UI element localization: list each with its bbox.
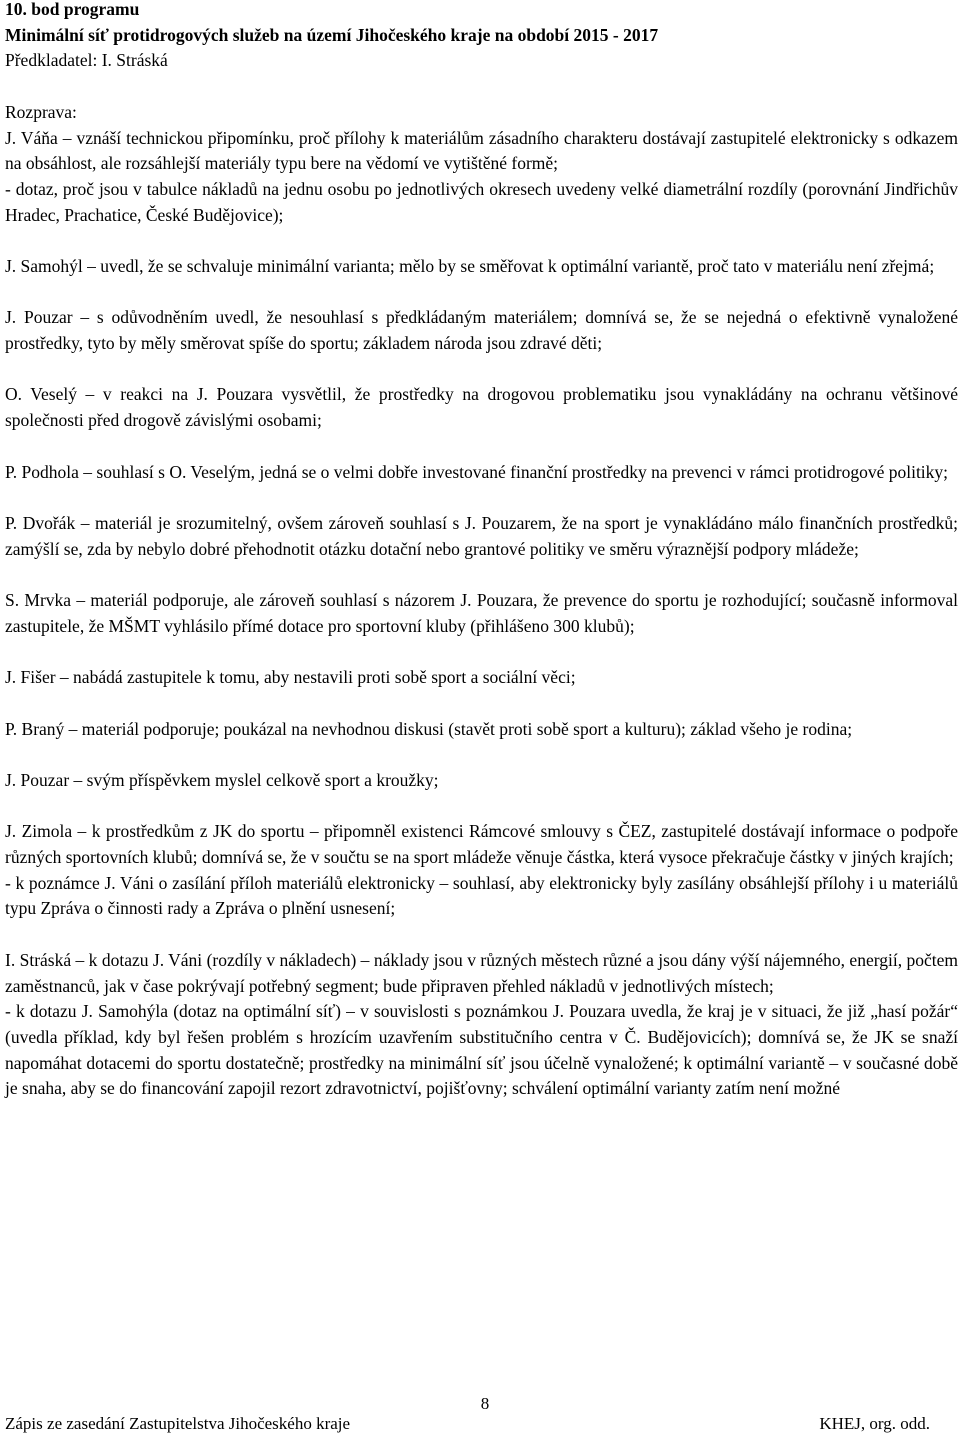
presenter-line: Předkladatel: I. Stráská (5, 50, 168, 71)
discussion-subparagraph: - k dotazu J. Samohýla (dotaz na optimální síť) – v souvislosti s poznámkou J. Pouzara uvedla, že kraj je v situaci, že již „hasí požár“ (uvedla příklad, kdy byl řešen problém s hrozícím uzavřením substitučního centra v Č. Budějovicích); domnívá se, že JK se snaží napomáhat dotacemi do sportu dostatečně; prostředky na minimální síť jsou účelně vynaložené; k optimální variantě – v současné době je snaha, aby se do financování zapojil rezort zdravotnictví, pojišťovny; schválení optimální varianty zatím není možné (5, 1001, 958, 1099)
document-page (5, 0, 958, 1102)
discussion-paragraph: S. Mrvka – materiál podporuje, ale zároveň souhlasí s názorem J. Pouzara, že prevence do sportu je rozhodující; současně informoval zastupitele, že MŠMT vyhlásilo přímé dotace pro sportovní kluby (přihlášeno 300 klubů); (5, 590, 958, 636)
discussion-paragraph: J. Váňa – vznáší technickou připomínku, proč přílohy k materiálům zásadního charakteru dostávají zastupitelé elektronicky s odkazem na obsáhlost, ale rozsáhlejší materiály typu bere na vědomí ve vytištěné formě; (5, 127, 958, 174)
discussion-paragraph: J. Fišer – nabádá zastupitele k tomu, aby nestavili proti sobě sport a sociální věci; (5, 667, 576, 688)
paragraph-spacer (5, 562, 958, 588)
discussion-paragraph: P. Dvořák – materiál je srozumitelný, ovšem zároveň souhlasí s J. Pouzarem, že na sport je vynakládáno málo finančních prostředků; zamýšlí se, zda by nebylo dobré přehodnotit otázku dotační nebo grantové politiky ve směru výraznější podpory mládeže; (5, 512, 958, 559)
discussion-paragraph: J. Samohýl – uvedl, že se schvaluje minimální varianta; mělo by se směřovat k optimální variantě, proč tato v materiálu není zřejmá; (5, 256, 935, 276)
footer-document-name: Zápis ze zasedání Zastupitelstva Jihočeského kraje (5, 1414, 351, 1433)
paragraph-spacer (5, 639, 958, 665)
discussion-paragraph: I. Stráská – k dotazu J. Váni (rozdíly v nákladech) – náklady jsou v různých městech různé a jsou dány výší nájemného, energií, počtem zaměstnanců, jak v čase pokrývají potřebný segment; bude připraven přehled nákladů v jednotlivých místech; (5, 949, 958, 996)
paragraph-spacer (5, 794, 958, 820)
discussion-paragraph: O. Veselý – v reakci na J. Pouzara vysvětlil, že prostředky na drogovou problematiku jsou vynakládány na ochranu většinové společnosti před drogově závislými osobami; (5, 384, 958, 431)
paragraph-spacer (5, 357, 958, 383)
agenda-item-number: 10. bod programu (5, 0, 140, 19)
paragraph-spacer (5, 922, 958, 948)
discussion-subparagraph: - dotaz, proč jsou v tabulce nákladů na jednu osobu po jednotlivých okresech uvedeny velké diametrální rozdíly (porovnání Jindřichův Hradec, Prachatice, České Budějovice); (5, 178, 958, 225)
discussion-label: Rozprava: (5, 101, 77, 122)
discussion-subparagraph: - k poznámce J. Váni o zasílání příloh materiálů elektronicky – souhlasí, aby elektronicky byly zasílány obsáhlejší přílohy i u materiálů typu Zpráva o činnosti rady a Zpráva o plnění usnesení; (5, 872, 958, 919)
footer-department: KHEJ, org. odd. (819, 1414, 930, 1433)
discussion-paragraphs (5, 126, 958, 1103)
discussion-paragraph: J. Pouzar – s odůvodněním uvedl, že nesouhlasí s předkládaným materiálem; domnívá se, že se nejedná o efektivně vynaložené prostředky, tyto by měly směrovat spíše do sportu; základem národa jsou zdravé děti; (5, 307, 958, 354)
paragraph-spacer (5, 742, 958, 768)
discussion-paragraph: J. Zimola – k prostředkům z JK do sportu – připomněl existenci Rámcové smlouvy s ČEZ, zastupitelé dostávají informace o podpoře různých sportovních klubů; domnívá se, že v součtu se na sport mládeže věnuje částka, která vysoce překračuje částky v jiných krajích; (5, 821, 958, 868)
paragraph-spacer (5, 485, 958, 511)
discussion-paragraph: P. Braný – materiál podporuje; poukázal na nevhodnou diskusi (stavět proti sobě sport a kulturu); základ všeho je rodina; (5, 718, 853, 739)
paragraph-spacer (5, 691, 958, 717)
page-number: 8 (480, 1394, 490, 1413)
paragraph-spacer (5, 434, 958, 460)
paragraph-spacer (5, 228, 958, 254)
discussion-paragraph: P. Podhola – souhlasí s O. Veselým, jedná se o velmi dobře investované finanční prostředky na prevenci v rámci protidrogové politiky; (5, 461, 949, 482)
paragraph-spacer (5, 280, 958, 306)
spacer (5, 74, 958, 100)
discussion-paragraph: J. Pouzar – svým příspěvkem myslel celkově sport a kroužky; (5, 769, 439, 790)
document-title: Minimální síť protidrogových služeb na území Jihočeského kraje na období 2015 - 2017 (5, 24, 659, 45)
page-footer (5, 1392, 955, 1438)
